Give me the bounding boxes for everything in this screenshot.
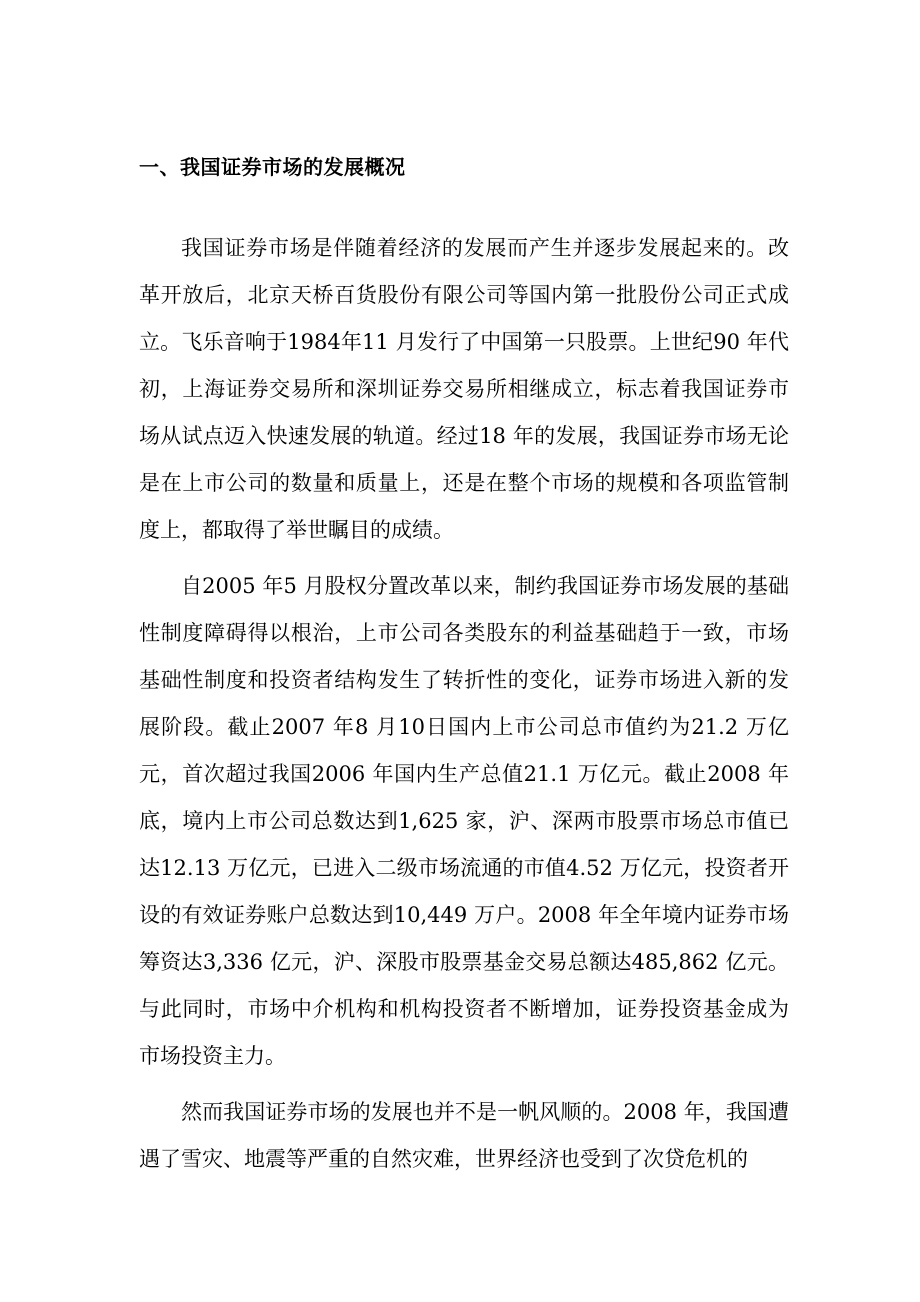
section-heading: 一、我国证券市场的发展概况 — [139, 155, 406, 179]
paragraph-challenges: 然而我国证券市场的发展也并不是一帆风顺的。2008 年，我国遭遇了雪灾、地震等严重的自然灾难，世界经济也受到了次贷危机的 — [139, 1100, 789, 1171]
paragraph-reform-statistics: 自2005 年5 月股权分置改革以来，制约我国证券市场发展的基础性制度障碍得以根治，上市公司各类股东的利益基础趋于一致，市场基础性制度和投资者结构发生了转折性的变化，证券市场进入新的发展阶段。截止2007 年8 月10日国内上市公司总市值约为21.2 万亿元，首次超过我国2006 年国内生产总值21.1 万亿元。截止2008 年底，境内上市公司总数达到1,625 家，沪、深两市股票市场总市值已达12.13 万亿元，已进入二级市场流通的市值4.52 万亿元，投资者开设的有效证券账户总数达到10,449 万户。2008 年全年境内证券市场筹资达3,336 亿元，沪、深股市股票基金交易总额达485,862 亿元。与此同时，市场中介机构和机构投资者不断增加，证券投资基金成为市场投资主力。 — [139, 574, 789, 1068]
paragraph-market-history: 我国证券市场是伴随着经济的发展而产生并逐步发展起来的。改革开放后，北京天桥百货股份有限公司等国内第一批股份公司正式成立。飞乐音响于1984年11 月发行了中国第一只股票。上世纪90 年代初，上海证券交易所和深圳证券交易所相继成立，标志着我国证券市场从试点迈入快速发展的轨道。经过18 年的发展，我国证券市场无论是在上市公司的数量和质量上，还是在整个市场的规模和各项监管制度上，都取得了举世瞩目的成绩。 — [139, 236, 789, 542]
